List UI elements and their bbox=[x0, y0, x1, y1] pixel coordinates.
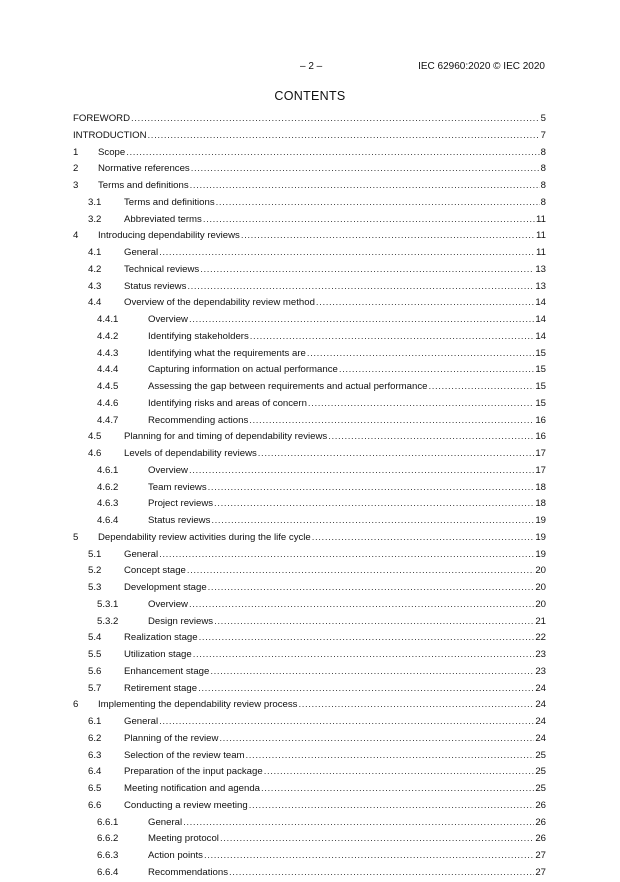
toc-entry-number: 6 bbox=[73, 699, 79, 711]
toc-entry-page: 20 bbox=[535, 565, 546, 577]
toc-entry-page: 19 bbox=[535, 531, 546, 543]
toc-dot-leader bbox=[193, 647, 535, 664]
toc-entry[interactable] bbox=[73, 362, 546, 379]
toc-dot-leader bbox=[250, 329, 535, 346]
toc-entry-number: 6.4 bbox=[88, 766, 102, 778]
toc-entry-title: Status reviews bbox=[148, 515, 211, 526]
toc-dot-leader bbox=[204, 848, 534, 865]
toc-entry-title: Assessing the gap between requirements and actual performance bbox=[148, 381, 428, 392]
toc-entry-title: Conducting a review meeting bbox=[124, 799, 248, 811]
toc-entry[interactable] bbox=[73, 379, 546, 396]
toc-entry-title: Abbreviated terms bbox=[124, 213, 202, 225]
toc-entry-page: 14 bbox=[535, 314, 546, 325]
toc-entry[interactable] bbox=[73, 496, 546, 513]
toc-entry-title: Levels of dependability reviews bbox=[124, 448, 257, 459]
toc-entry-title: Identifying what the requirements are bbox=[148, 347, 306, 359]
toc-dot-leader bbox=[220, 831, 534, 848]
toc-entry-number: 4 bbox=[73, 230, 79, 242]
toc-entry-title: Concept stage bbox=[124, 565, 186, 577]
toc-entry-number: 4.5 bbox=[88, 431, 102, 443]
toc-entry-title: Scope bbox=[98, 146, 126, 158]
toc-entry-page: 8 bbox=[540, 146, 546, 158]
toc-entry-page: 19 bbox=[535, 515, 546, 526]
toc-entry[interactable] bbox=[73, 547, 546, 564]
toc-dot-leader bbox=[199, 630, 535, 647]
toc-dot-leader bbox=[187, 279, 534, 296]
toc-entry-page: 8 bbox=[540, 163, 546, 175]
page-number: – 2 – bbox=[300, 61, 323, 72]
toc-dot-leader bbox=[339, 362, 534, 379]
toc-entry[interactable] bbox=[73, 111, 546, 128]
toc-entry-page: 14 bbox=[535, 330, 546, 342]
toc-entry[interactable] bbox=[73, 262, 546, 279]
toc-entry-number: 6.6.2 bbox=[97, 833, 119, 845]
toc-entry[interactable] bbox=[73, 279, 546, 296]
toc-entry-title: Utilization stage bbox=[124, 649, 192, 660]
toc-dot-leader bbox=[249, 413, 534, 430]
toc-entry[interactable] bbox=[73, 446, 546, 463]
page-title: CONTENTS bbox=[274, 89, 346, 103]
toc-entry[interactable] bbox=[73, 630, 546, 647]
toc-entry-number: 4.6.3 bbox=[97, 498, 119, 510]
toc-entry-title: General bbox=[124, 548, 159, 560]
toc-entry[interactable] bbox=[73, 681, 546, 698]
toc-entry-number: 6.2 bbox=[88, 732, 102, 744]
toc-entry-title: Capturing information on actual performance bbox=[148, 364, 338, 376]
toc-entry-page: 5 bbox=[540, 113, 546, 124]
toc-entry-title: Planning for and timing of dependability reviews bbox=[124, 431, 328, 443]
toc-entry-number: 5.2 bbox=[88, 565, 102, 577]
toc-entry-title: Enhancement stage bbox=[124, 665, 210, 677]
toc-entry-title: Dependability review activities during the life cycle bbox=[98, 531, 311, 543]
toc-entry[interactable] bbox=[73, 295, 546, 312]
toc-entry-title: Overview bbox=[148, 314, 188, 325]
toc-entry-number: 5.5 bbox=[88, 649, 102, 660]
toc-entry[interactable] bbox=[73, 463, 546, 480]
toc-entry-title: Meeting protocol bbox=[148, 833, 219, 845]
toc-entry-page: 27 bbox=[535, 866, 546, 878]
toc-dot-leader bbox=[328, 429, 534, 446]
toc-dot-leader bbox=[211, 513, 534, 530]
toc-entry[interactable] bbox=[73, 563, 546, 580]
toc-dot-leader bbox=[210, 664, 534, 681]
toc-dot-leader bbox=[428, 379, 534, 396]
toc-entry-page: 25 bbox=[535, 766, 546, 778]
toc-entry-number: 4.4.7 bbox=[97, 414, 119, 426]
toc-entry-number: 4.6.2 bbox=[97, 481, 119, 493]
toc-entry-number: 4.4.6 bbox=[97, 397, 119, 409]
toc-entry-page: 16 bbox=[535, 414, 546, 426]
toc-dot-leader bbox=[246, 748, 535, 765]
toc-entry[interactable] bbox=[73, 161, 546, 178]
toc-entry-page: 11 bbox=[536, 213, 546, 225]
toc-entry-title: Project reviews bbox=[148, 498, 214, 510]
toc-entry[interactable] bbox=[73, 429, 546, 446]
toc-entry-page: 13 bbox=[535, 280, 546, 292]
toc-entry-number: 5.3.1 bbox=[97, 598, 119, 610]
toc-entry-page: 17 bbox=[535, 448, 546, 459]
toc-dot-leader bbox=[131, 111, 540, 128]
toc-entry[interactable] bbox=[73, 413, 546, 430]
toc-dot-leader bbox=[249, 798, 535, 815]
toc-entry-page: 27 bbox=[535, 850, 546, 861]
toc-entry-page: 15 bbox=[535, 397, 546, 409]
toc-dot-leader bbox=[312, 530, 535, 547]
toc-dot-leader bbox=[190, 178, 540, 195]
toc-entry-number: 5.7 bbox=[88, 682, 102, 694]
toc-entry-number: 5.3 bbox=[88, 582, 102, 593]
table-of-contents bbox=[73, 111, 546, 882]
toc-entry-title: Overview of the dependability review method bbox=[124, 297, 315, 309]
toc-dot-leader bbox=[214, 496, 534, 513]
toc-entry-page: 24 bbox=[535, 716, 546, 727]
toc-entry-number: 6.5 bbox=[88, 783, 102, 794]
toc-entry-number: 4.4 bbox=[88, 297, 102, 309]
toc-entry-number: 4.4.1 bbox=[97, 314, 119, 325]
toc-entry-title: Action points bbox=[148, 850, 203, 861]
toc-entry[interactable] bbox=[73, 781, 546, 798]
toc-entry-page: 24 bbox=[535, 682, 546, 694]
toc-entry-number: 4.4.4 bbox=[97, 364, 119, 376]
toc-entry-title: Overview bbox=[148, 598, 188, 610]
toc-entry[interactable] bbox=[73, 647, 546, 664]
toc-entry-title: Recommendations bbox=[148, 866, 228, 878]
toc-entry[interactable] bbox=[73, 396, 546, 413]
toc-dot-leader bbox=[216, 195, 540, 212]
toc-entry-number: 5.1 bbox=[88, 548, 102, 560]
toc-entry[interactable] bbox=[73, 530, 546, 547]
toc-entry-page: 11 bbox=[536, 230, 546, 242]
toc-entry-number: 4.1 bbox=[88, 247, 102, 258]
toc-entry[interactable] bbox=[73, 145, 546, 162]
toc-entry-title: Team reviews bbox=[148, 481, 207, 493]
toc-entry-number: 5.6 bbox=[88, 665, 102, 677]
toc-entry-title: Recommending actions bbox=[148, 414, 249, 426]
toc-entry-number: 3 bbox=[73, 180, 79, 191]
toc-dot-leader bbox=[219, 731, 534, 748]
toc-entry-title: Design reviews bbox=[148, 615, 214, 627]
toc-entry[interactable] bbox=[73, 815, 546, 832]
toc-entry[interactable] bbox=[73, 178, 546, 195]
toc-entry-number: 5.3.2 bbox=[97, 615, 119, 627]
toc-entry[interactable] bbox=[73, 714, 546, 731]
toc-entry[interactable] bbox=[73, 848, 546, 865]
toc-dot-leader bbox=[308, 396, 534, 413]
toc-entry-page: 15 bbox=[535, 364, 546, 376]
toc-dot-leader bbox=[159, 547, 534, 564]
toc-dot-leader bbox=[261, 781, 534, 798]
toc-entry[interactable] bbox=[73, 731, 546, 748]
toc-entry-number: 5.4 bbox=[88, 632, 102, 644]
toc-entry-number: 6.6 bbox=[88, 799, 102, 811]
toc-entry-number: 4.4.2 bbox=[97, 330, 119, 342]
toc-entry-page: 20 bbox=[535, 582, 546, 593]
toc-entry-number: 3.2 bbox=[88, 213, 102, 225]
toc-entry[interactable] bbox=[73, 831, 546, 848]
toc-entry[interactable] bbox=[73, 513, 546, 530]
toc-dot-leader bbox=[203, 212, 535, 229]
toc-entry-page: 26 bbox=[535, 799, 546, 811]
toc-entry-page: 25 bbox=[535, 749, 546, 761]
toc-entry-page: 18 bbox=[535, 498, 546, 510]
toc-entry[interactable] bbox=[73, 798, 546, 815]
toc-entry-title: Retirement stage bbox=[124, 682, 198, 694]
toc-entry[interactable] bbox=[73, 597, 546, 614]
toc-entry[interactable] bbox=[73, 346, 546, 363]
toc-dot-leader bbox=[258, 446, 535, 463]
toc-dot-leader bbox=[159, 714, 534, 731]
toc-dot-leader bbox=[189, 312, 534, 329]
toc-entry-title: General bbox=[124, 247, 159, 258]
toc-entry-page: 8 bbox=[540, 196, 546, 208]
toc-entry[interactable] bbox=[73, 865, 546, 882]
toc-entry-page: 8 bbox=[540, 180, 546, 191]
toc-dot-leader bbox=[229, 865, 534, 882]
toc-entry-title: Implementing the dependability review process bbox=[98, 699, 298, 711]
toc-entry[interactable] bbox=[73, 480, 546, 497]
toc-entry-page: 19 bbox=[535, 548, 546, 560]
toc-entry[interactable] bbox=[73, 312, 546, 329]
toc-entry-title: Preparation of the input package bbox=[124, 766, 263, 778]
toc-entry[interactable] bbox=[73, 580, 546, 597]
toc-entry-number: 6.1 bbox=[88, 716, 102, 727]
toc-entry-page: 18 bbox=[535, 481, 546, 493]
toc-entry-number: 6.6.1 bbox=[97, 816, 119, 828]
toc-entry-page: 24 bbox=[535, 732, 546, 744]
toc-entry[interactable] bbox=[73, 664, 546, 681]
toc-entry-page: 15 bbox=[535, 347, 546, 359]
toc-entry-page: 24 bbox=[535, 699, 546, 711]
toc-dot-leader bbox=[208, 480, 535, 497]
toc-dot-leader bbox=[187, 563, 534, 580]
toc-entry-title: INTRODUCTION bbox=[73, 129, 147, 141]
toc-entry-number: 2 bbox=[73, 163, 79, 175]
toc-entry-title: Development stage bbox=[124, 582, 207, 593]
toc-entry-page: 11 bbox=[536, 247, 546, 258]
toc-dot-leader bbox=[316, 295, 534, 312]
toc-entry[interactable] bbox=[73, 329, 546, 346]
toc-entry-number: 4.4.3 bbox=[97, 347, 119, 359]
toc-entry[interactable] bbox=[73, 697, 546, 714]
toc-entry[interactable] bbox=[73, 212, 546, 229]
toc-entry-title: General bbox=[124, 716, 159, 727]
toc-entry-number: 6.3 bbox=[88, 749, 102, 761]
toc-entry-number: 4.6.1 bbox=[97, 464, 119, 476]
toc-dot-leader bbox=[159, 245, 535, 262]
toc-entry-number: 3.1 bbox=[88, 196, 102, 208]
toc-entry[interactable] bbox=[73, 195, 546, 212]
toc-dot-leader bbox=[307, 346, 534, 363]
toc-entry-page: 17 bbox=[535, 464, 546, 476]
toc-dot-leader bbox=[241, 228, 535, 245]
toc-entry[interactable] bbox=[73, 764, 546, 781]
toc-entry-page: 14 bbox=[535, 297, 546, 309]
toc-entry-page: 21 bbox=[535, 615, 546, 627]
toc-dot-leader bbox=[208, 580, 535, 597]
toc-entry-title: General bbox=[148, 816, 183, 828]
toc-entry-page: 13 bbox=[535, 263, 546, 275]
toc-dot-leader bbox=[264, 764, 535, 781]
toc-entry-number: 4.6.4 bbox=[97, 515, 119, 526]
toc-entry-page: 16 bbox=[535, 431, 546, 443]
toc-dot-leader bbox=[200, 262, 534, 279]
page-header bbox=[0, 61, 620, 75]
document-reference: IEC 62960:2020 © IEC 2020 bbox=[418, 61, 545, 72]
toc-entry-title: Technical reviews bbox=[124, 263, 200, 275]
toc-entry-title: Realization stage bbox=[124, 632, 198, 644]
toc-entry[interactable] bbox=[73, 245, 546, 262]
toc-entry-page: 25 bbox=[535, 783, 546, 794]
toc-entry-title: Selection of the review team bbox=[124, 749, 245, 761]
toc-entry-page: 23 bbox=[535, 665, 546, 677]
toc-entry-number: 6.6.3 bbox=[97, 850, 119, 861]
toc-entry-page: 23 bbox=[535, 649, 546, 660]
toc-entry-title: Terms and definitions bbox=[98, 180, 189, 191]
toc-dot-leader bbox=[189, 597, 534, 614]
toc-entry-title: Identifying stakeholders bbox=[148, 330, 249, 342]
toc-dot-leader bbox=[126, 145, 539, 162]
toc-entry[interactable] bbox=[73, 748, 546, 765]
toc-entry-number: 4.2 bbox=[88, 263, 102, 275]
toc-dot-leader bbox=[298, 697, 534, 714]
toc-entry-title: FOREWORD bbox=[73, 113, 131, 124]
toc-entry-title: Overview bbox=[148, 464, 188, 476]
toc-entry-number: 4.3 bbox=[88, 280, 102, 292]
toc-entry-number: 5 bbox=[73, 531, 79, 543]
toc-dot-leader bbox=[191, 161, 540, 178]
toc-entry-page: 26 bbox=[535, 833, 546, 845]
toc-dot-leader bbox=[198, 681, 534, 698]
toc-dot-leader bbox=[214, 614, 534, 631]
toc-entry-title: Normative references bbox=[98, 163, 190, 175]
toc-entry-page: 15 bbox=[535, 381, 546, 392]
toc-entry-title: Terms and definitions bbox=[124, 196, 215, 208]
toc-entry-number: 4.4.5 bbox=[97, 381, 119, 392]
toc-entry-title: Planning of the review bbox=[124, 732, 219, 744]
toc-entry-title: Status reviews bbox=[124, 280, 187, 292]
toc-entry-number: 1 bbox=[73, 146, 79, 158]
toc-entry-page: 26 bbox=[535, 816, 546, 828]
toc-entry-page: 7 bbox=[540, 129, 546, 141]
toc-entry[interactable] bbox=[73, 128, 546, 145]
toc-dot-leader bbox=[189, 463, 534, 480]
toc-entry-title: Identifying risks and areas of concern bbox=[148, 397, 307, 409]
toc-entry-number: 4.6 bbox=[88, 448, 102, 459]
toc-dot-leader bbox=[148, 128, 540, 145]
toc-entry-page: 20 bbox=[535, 598, 546, 610]
toc-entry-page: 22 bbox=[535, 632, 546, 644]
toc-entry-title: Introducing dependability reviews bbox=[98, 230, 240, 242]
toc-entry-number: 6.6.4 bbox=[97, 866, 119, 878]
toc-entry-title: Meeting notification and agenda bbox=[124, 783, 261, 794]
toc-dot-leader bbox=[183, 815, 534, 832]
toc-entry[interactable] bbox=[73, 228, 546, 245]
toc-entry[interactable] bbox=[73, 614, 546, 631]
